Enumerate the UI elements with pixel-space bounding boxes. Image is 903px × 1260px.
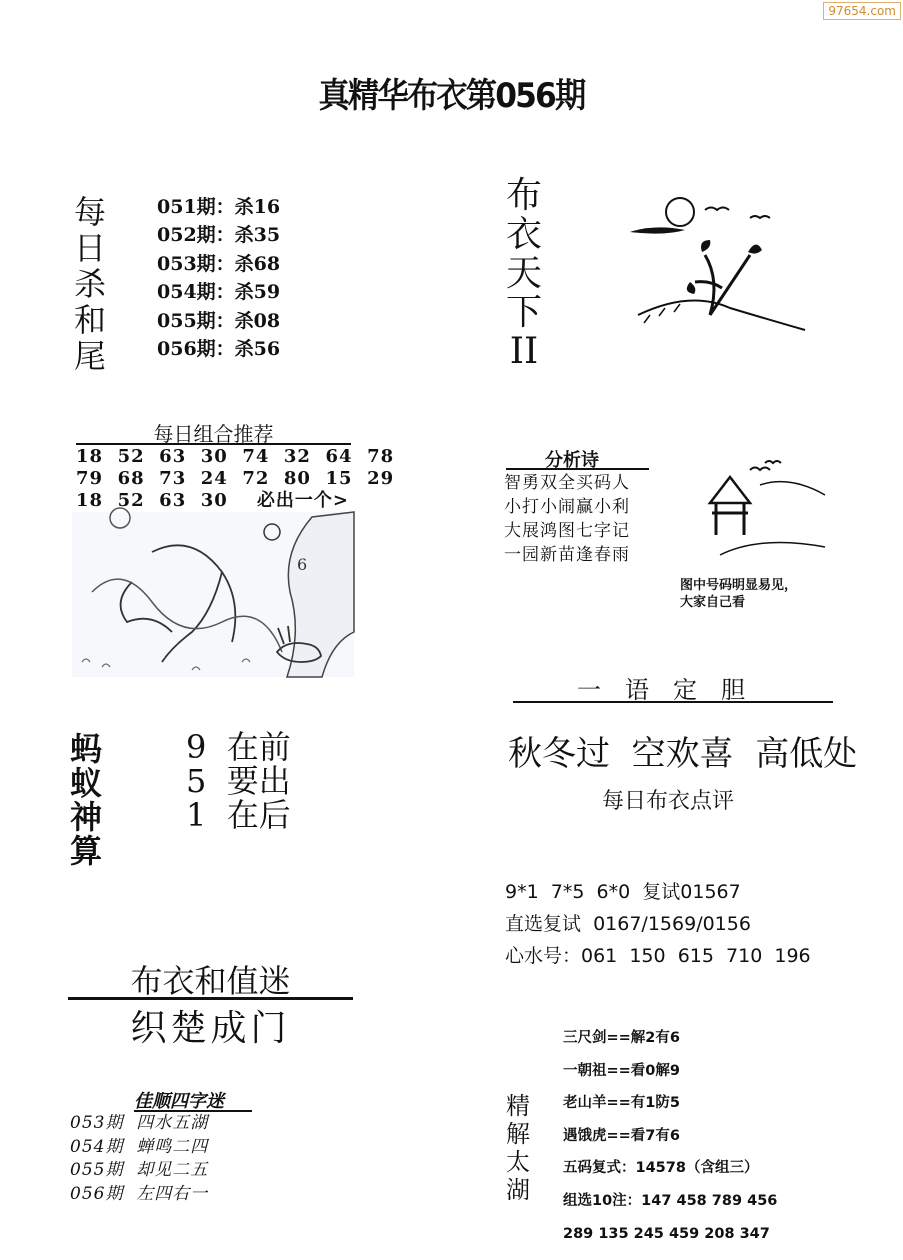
poem-line: 智勇双全买码人 (504, 473, 630, 493)
ant-rows (186, 730, 291, 832)
poem-note (680, 577, 797, 611)
ant-label-char: 算 (70, 832, 103, 870)
combo-row: 79 68 73 24 72 80 15 29 (76, 468, 395, 489)
list-item: 055期 却见二五 (70, 1160, 209, 1180)
divider (506, 468, 649, 470)
taihu-label-char: 太 (506, 1148, 530, 1176)
list-item: 289 135 245 459 208 347 (563, 1225, 770, 1242)
leaf-icon (701, 240, 710, 252)
moon-plant-illustration (610, 190, 810, 340)
taihu-label-char: 精 (506, 1092, 530, 1120)
buyi-label-char: 下 (506, 292, 543, 333)
buyi-tianxia-label (506, 175, 543, 373)
divider (513, 701, 833, 703)
list-item: 056期 左四右一 (70, 1183, 209, 1204)
pavilion-roof-icon (710, 477, 750, 503)
taihu-label-char: 解 (506, 1120, 530, 1148)
list-item: 遇饿虎==看7有6 (563, 1127, 680, 1144)
buyi-label-char: II (509, 331, 539, 372)
combo-row: 18 52 63 30 必出一个> (76, 490, 349, 511)
ant-label-char: 神 (70, 798, 103, 836)
poem-note-line: 图中号码明显易见， (680, 578, 798, 593)
list-item: 五码复式：14578（含组三） (563, 1160, 759, 1177)
poem-line: 一园新苗逢春雨 (504, 545, 630, 565)
list-item: 055期：杀08 (157, 309, 281, 332)
buyi-label-char: 天 (506, 253, 543, 294)
site-watermark: 97654.com (823, 2, 901, 20)
page-title: 真精华布衣第056期 (318, 76, 585, 116)
poem-note-line: 大家自己看 (680, 595, 746, 610)
list-item: 056期：杀56 (157, 337, 281, 360)
riddle-title: 布衣和值迷 (130, 962, 291, 1000)
leaf-icon (748, 244, 762, 253)
daily-review-title: 每日布衣点评 (601, 789, 734, 814)
pick-line: 直选复试 0167/1569/0156 (505, 913, 751, 935)
pavilion-illustration (690, 455, 830, 570)
daily-kill-list (157, 193, 280, 363)
moon-icon (666, 198, 694, 226)
list-item: 053期：杀68 (157, 252, 281, 275)
four-char-title: 佳顺四字迷 (134, 1091, 224, 1112)
pick-line: 心水号：061 150 615 710 196 (505, 945, 811, 967)
one-word-text: 秋冬过 空欢喜 高低处 (508, 734, 858, 774)
list-item: 老山羊==有1防5 (563, 1095, 680, 1112)
bird-icon (750, 468, 770, 471)
riddle-answer: 织楚成门 (130, 1008, 291, 1049)
daily-kill-label-char: 杀 (74, 265, 107, 303)
number-picks (505, 876, 811, 972)
hidden-number-mark: 6 (297, 555, 308, 574)
pavilion-pillars-icon (712, 503, 748, 535)
ant-row: 1 在后 (186, 796, 291, 834)
taihu-label-char: 湖 (506, 1176, 530, 1204)
list-item: 三尺剑==解2有6 (563, 1030, 680, 1046)
list-item: 054期：杀59 (157, 281, 281, 304)
hill-line-icon (638, 300, 805, 330)
leaf-icon (687, 282, 696, 294)
taihu-label (506, 1094, 530, 1206)
daily-kill-label-char: 每 (74, 193, 107, 231)
combo-numbers (76, 446, 394, 512)
list-item: 051期：杀16 (157, 196, 281, 218)
daily-kill-label-char: 日 (74, 229, 107, 267)
divider (76, 443, 351, 445)
mountain-icon (760, 482, 825, 495)
hill-hatch-icon (644, 304, 680, 323)
ant-label (70, 730, 103, 870)
ant-label-char: 蚂 (70, 730, 103, 768)
ant-row: 5 要出 (186, 762, 291, 800)
bird-icon (765, 461, 781, 463)
list-item: 052期：杀35 (157, 224, 281, 247)
list-item: 一朝祖==看0解9 (563, 1062, 680, 1079)
bird-icon (705, 208, 729, 211)
combo-title: 每日组合推荐 (153, 422, 274, 446)
pick-line: 9*1 7*5 6*0 复试01567 (505, 881, 741, 903)
taihu-list (563, 1022, 777, 1250)
four-char-list (70, 1112, 208, 1206)
daily-kill-label-char: 和 (74, 301, 107, 339)
poem-line: 大展鸿图七字记 (504, 521, 630, 541)
fairy-rabbit-illustration (72, 512, 354, 677)
ant-label-char: 蚁 (70, 764, 103, 802)
bird-icon (750, 216, 770, 218)
poem-title: 分析诗 (545, 450, 599, 471)
daily-kill-label-char: 尾 (74, 337, 107, 375)
buyi-label-char: 衣 (506, 214, 543, 255)
buyi-label-char: 布 (506, 175, 543, 216)
daily-kill-label (74, 193, 107, 376)
poem-line: 小打小闹赢小利 (504, 497, 630, 517)
list-item: 组选10注：147 458 789 456 (563, 1192, 778, 1209)
ant-row: 9 在前 (186, 728, 291, 766)
poem-lines (504, 471, 630, 567)
hill-line-icon (720, 543, 825, 556)
one-word-title: 一语定胆 (577, 676, 769, 704)
cloud-icon (630, 227, 685, 233)
combo-row: 18 52 63 30 74 32 64 78 (76, 446, 395, 467)
list-item: 053期 四水五湖 (70, 1113, 209, 1133)
list-item: 054期 蝉鸣二四 (70, 1136, 209, 1157)
